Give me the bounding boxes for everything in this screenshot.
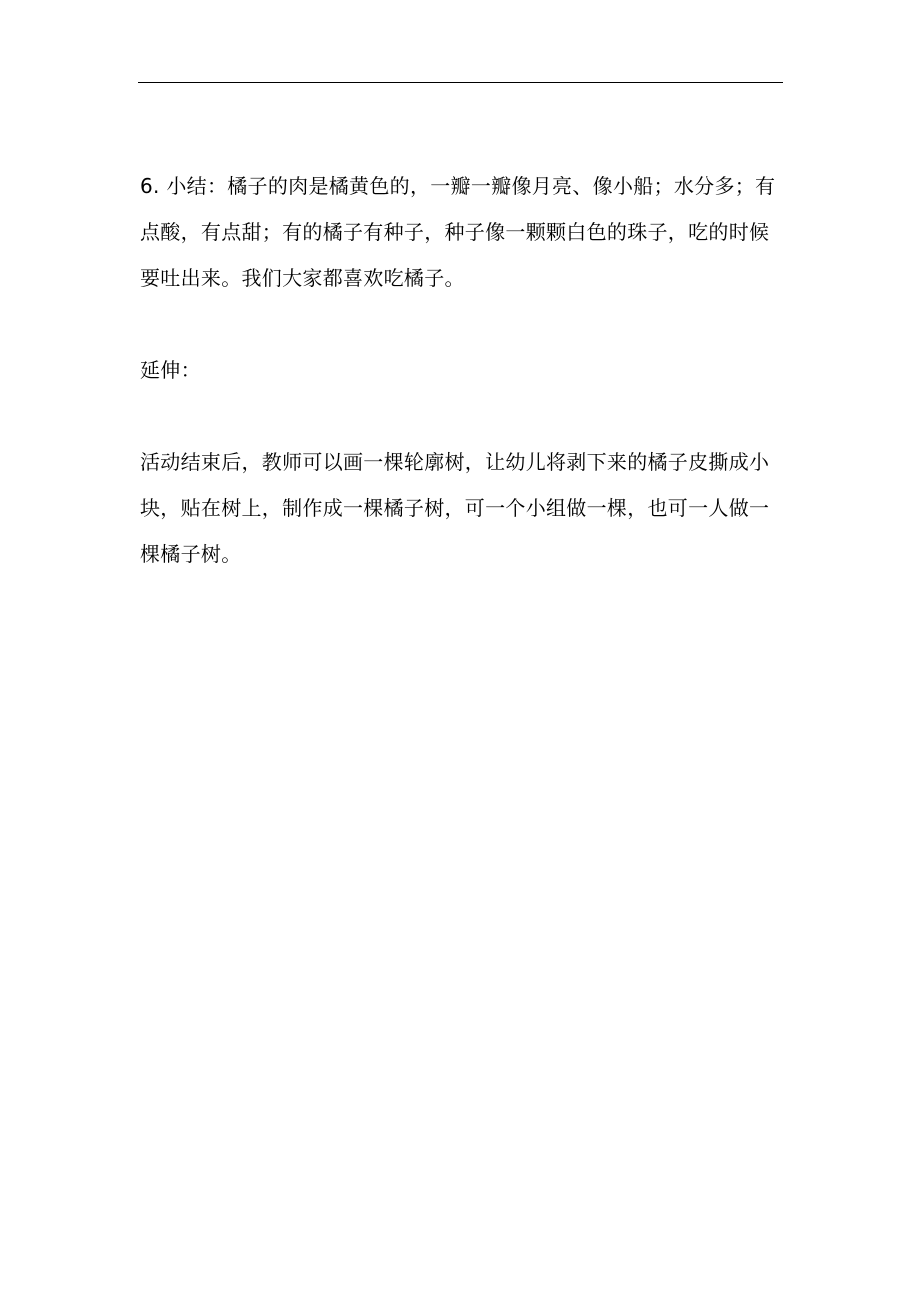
extension-paragraph: 活动结束后，教师可以画一棵轮廓树，让幼儿将剥下来的橘子皮撕成小块，贴在树上，制作成一棵橘子树，可一个小组做一棵，也可一人做一棵橘子树。 bbox=[140, 450, 770, 566]
document-body bbox=[140, 163, 785, 577]
summary-paragraph: 6. 小结：橘子的肉是橘黄色的，一瓣一瓣像月亮、像小船；水分多；有点酸，有点甜；有的橘子有种子，种子像一颗颗白色的珠子，吃的时候要吐出来。我们大家都喜欢吃橘子。 bbox=[140, 174, 776, 290]
header-rule bbox=[138, 82, 783, 83]
extension-heading: 延伸： bbox=[140, 358, 201, 382]
